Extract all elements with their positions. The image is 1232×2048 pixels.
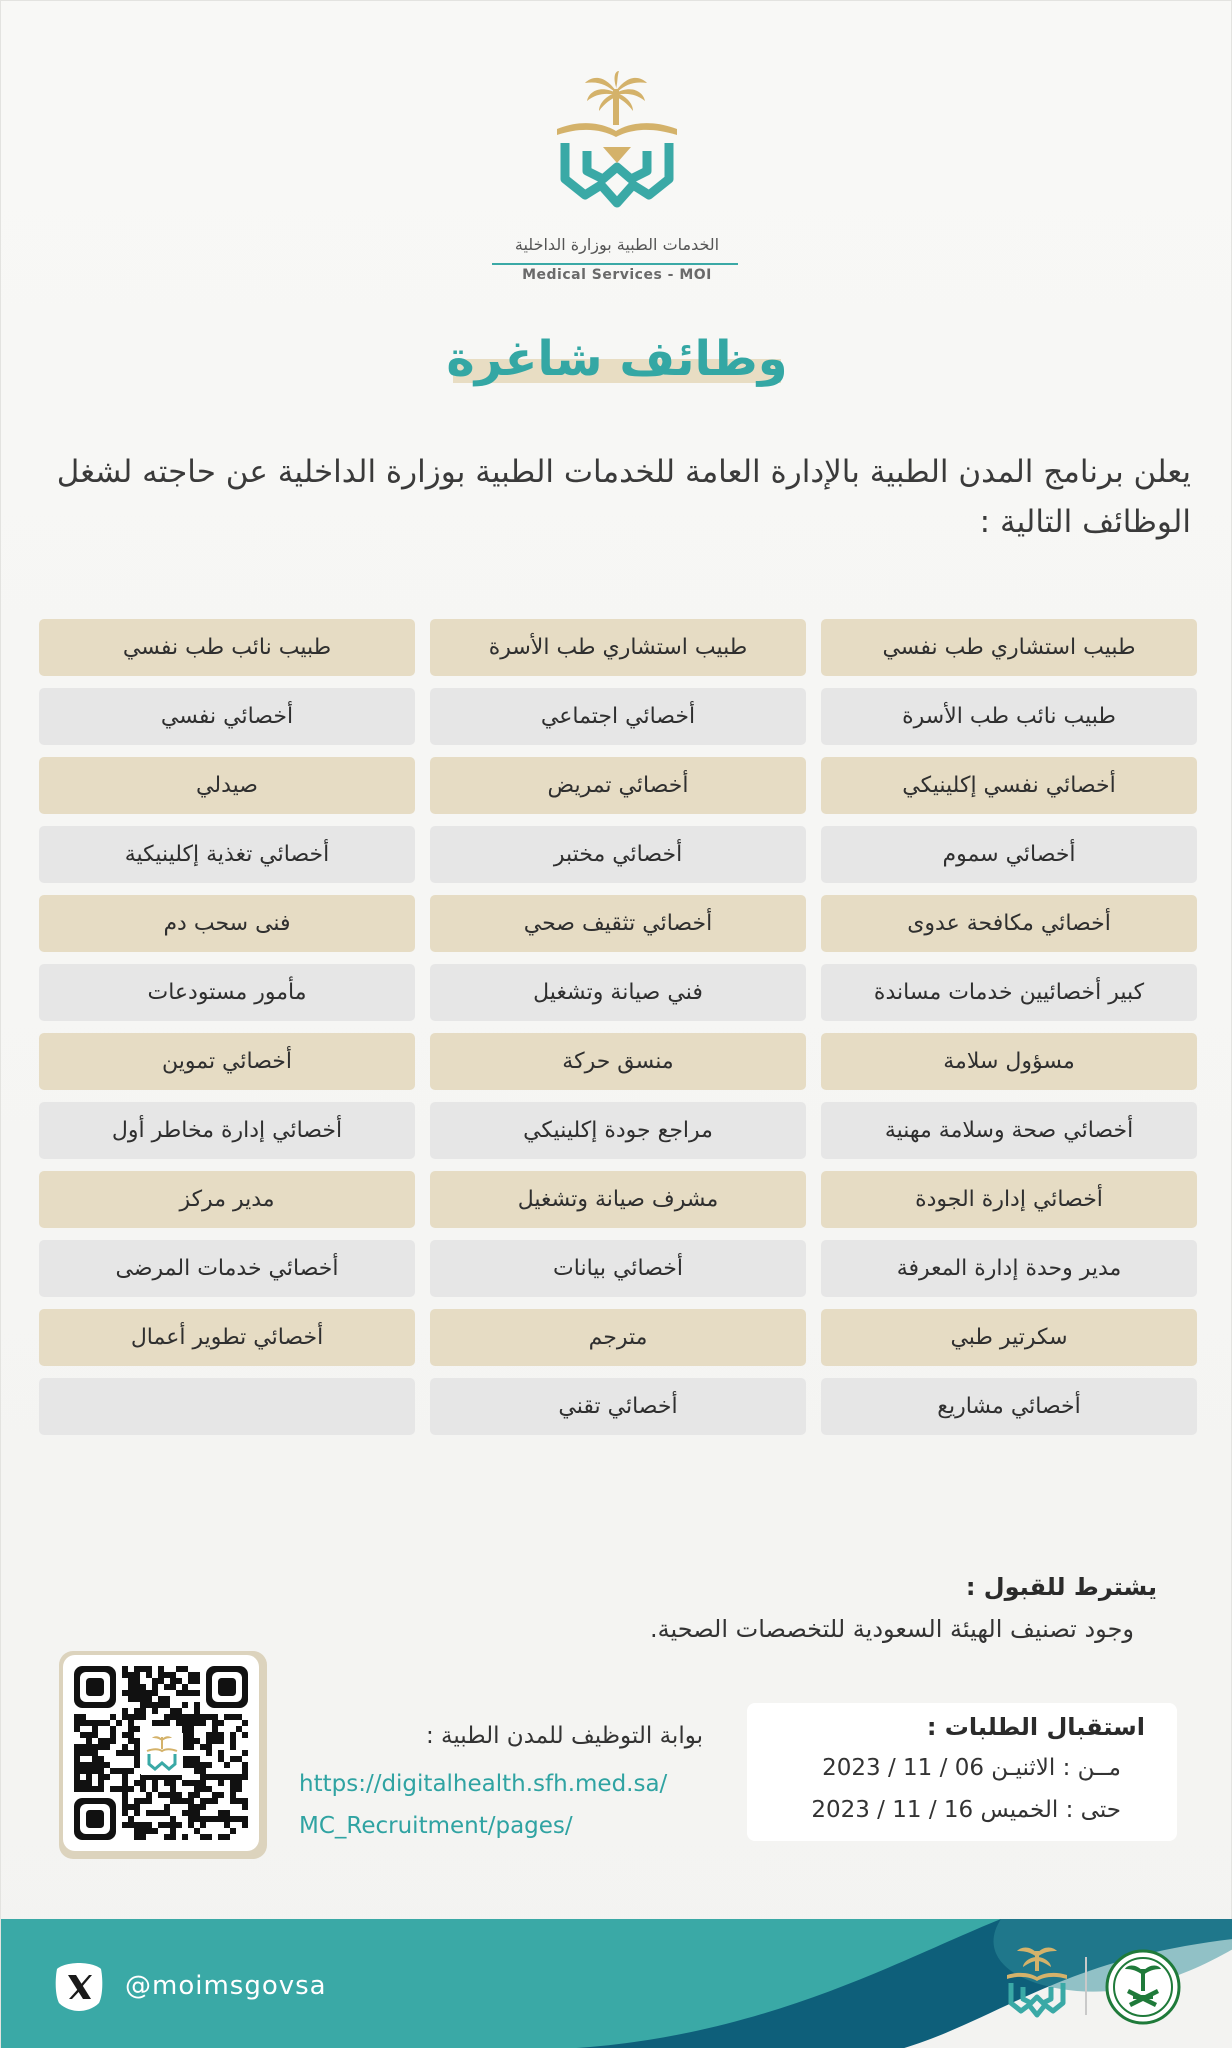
job-cell: أخصائي مشاريع [821,1378,1197,1435]
job-cell: أخصائي تطوير أعمال [39,1309,415,1366]
job-cell: مراجع جودة إكلينيكي [430,1102,806,1159]
job-cell: أخصائي صحة وسلامة مهنية [821,1102,1197,1159]
logo-divider [492,263,738,265]
job-cell: طبيب نائب طب نفسي [39,619,415,676]
page-title: وظائف شاغرة [446,331,788,387]
social-handle[interactable]: @moimsgovsa [125,1971,327,2001]
job-cell: مسؤول سلامة [821,1033,1197,1090]
jobs-grid [37,619,1197,1435]
job-cell: مترجم [430,1309,806,1366]
applications-to-date: حتى : الخميس 16 / 11 / 2023 [811,1797,1121,1823]
job-cell: صيدلي [39,757,415,814]
footer-logo-divider [1085,1957,1087,2015]
org-name-english: Medical Services - MOI [522,267,712,283]
portal-url[interactable] [299,1763,719,1847]
requirements-text: وجود تصنيف الهيئة السعودية للتخصصات الصحية. [649,1615,1134,1643]
job-cell: كبير أخصائيين خدمات مساندة [821,964,1197,1021]
job-cell: فني صيانة وتشغيل [430,964,806,1021]
job-cell: طبيب نائب طب الأسرة [821,688,1197,745]
x-twitter-icon[interactable] [53,1961,105,2013]
job-cell: مشرف صيانة وتشغيل [430,1171,806,1228]
medical-services-logo [541,71,693,221]
job-cell: أخصائي اجتماعي [430,688,806,745]
job-cell: أخصائي خدمات المرضى [39,1240,415,1297]
job-cell: سكرتير طبي [821,1309,1197,1366]
job-cell: مدير وحدة إدارة المعرفة [821,1240,1197,1297]
applications-from-date: مــن : الاثنيـن 06 / 11 / 2023 [822,1755,1121,1781]
applications-box [747,1703,1177,1841]
medical-services-small-logo [1001,1945,1073,2027]
applications-title: استقبال الطلبات : [926,1713,1145,1741]
job-cell: مأمور مستودعات [39,964,415,1021]
moi-emblem [1105,1949,1181,2025]
job-cell: فنى سحب دم [39,895,415,952]
job-cell: أخصائي بيانات [430,1240,806,1297]
portal-label: بوابة التوظيف للمدن الطبية : [425,1723,703,1749]
job-cell: أخصائي سموم [821,826,1197,883]
job-cell: أخصائي إدارة مخاطر أول [39,1102,415,1159]
job-cell: أخصائي نفسي [39,688,415,745]
job-cell: منسق حركة [430,1033,806,1090]
job-cell: أخصائي تثقيف صحي [430,895,806,952]
intro-paragraph: يعلن برنامج المدن الطبية بالإدارة العامة للخدمات الطبية بوزارة الداخلية عن حاجته لشغل الوظائف التالية : [56,454,1191,540]
job-cell: أخصائي تغذية إكلينيكية [39,826,415,883]
qr-code-icon [63,1655,259,1851]
page-title-wrapper [441,323,793,395]
org-name-arabic: الخدمات الطبية بوزارة الداخلية [514,235,720,254]
job-cell: أخصائي إدارة الجودة [821,1171,1197,1228]
job-cell: أخصائي تقني [430,1378,806,1435]
job-cell: أخصائي مختبر [430,826,806,883]
job-cell: مدير مركز [39,1171,415,1228]
job-cell: أخصائي مكافحة عدوى [821,895,1197,952]
job-cell: أخصائي تموين [39,1033,415,1090]
portal-url-line-2[interactable]: MC_Recruitment/pages/ [299,1813,573,1839]
portal-url-line-1[interactable]: https://digitalhealth.sfh.med.sa/ [299,1771,668,1797]
job-cell: طبيب استشاري طب الأسرة [430,619,806,676]
job-cell: أخصائي تمريض [430,757,806,814]
qr-code-frame [59,1651,267,1859]
requirements-title: يشترط للقبول : [965,1573,1157,1601]
job-cell: أخصائي نفسي إكلينيكي [821,757,1197,814]
job-cell [39,1378,415,1435]
qr-code[interactable] [63,1655,259,1851]
job-cell: طبيب استشاري طب نفسي [821,619,1197,676]
